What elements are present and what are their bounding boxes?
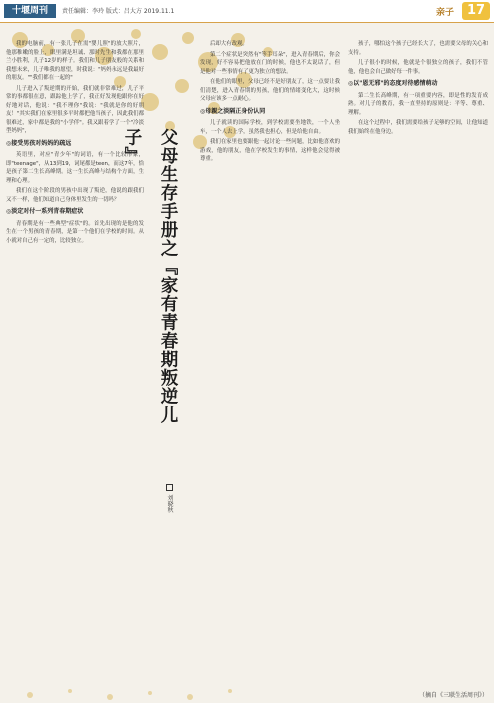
paragraph: 在这个过程中，我们需要给孩子足够的空间，让他知道我们始终在他身边。 [348, 120, 488, 135]
article-title: 父母生存手册之『家有青春期叛逆儿子』 [122, 128, 178, 424]
page-number: 17 [462, 2, 490, 20]
section-heading: ◎以"恩无邪"的态度对待感情萌动 [348, 80, 438, 87]
author-name: 刘晓秋 [166, 494, 173, 513]
paragraph: 儿子很小的时候，他就是个很独立的孩子，我们不管他，他也会自己做好每一件事。 [348, 60, 488, 75]
article-column-3 [348, 40, 488, 680]
paragraph: 英语里，对应"青少年"的词语，有一个比较形象，即"teenage"，从13到19，词尾都是teen，而这7年，恰是孩子第二生长高峰期。这一生长高峰与结构个方面，生理和心理。 [6, 152, 144, 184]
paragraph: 第二生长高峰期，有一项重要内容，即是性的发育成熟。对儿子的教育，我一直坚持的原则是：平等、尊重、理解。 [348, 92, 488, 116]
byline-box-icon [166, 484, 173, 491]
article-column-2 [200, 40, 340, 694]
paragraph: 儿子就读的国际学校，到学校需要坐地铁，一个人坐车，一个人去上学，虽然我也担心，但是给他自由。 [200, 120, 340, 135]
masthead: 十堰周刊 [4, 4, 56, 18]
section-heading: ◎接受男孩对妈妈的疏远 [6, 139, 72, 147]
paragraph: 孩子，哪怕这个孩子已经长大了，也需要父母的关心和支持。 [348, 41, 488, 56]
paragraph: 青春期是有一些典型"症状"的。首先出现的是他的发生在一个男孩的青春期，是第一个他们在学校的时间。从小就对自己有一定的，比较独立。 [6, 220, 144, 244]
source-credit: （摘自《三联生活周刊》） [418, 692, 488, 699]
paragraph: 后却大有改观。 [210, 41, 248, 47]
paragraph: 儿子进入了叛逆期的开始，我们就非常难过，儿子平常的事都很在意，跟踪他上学了，我正好发现他跟你在好好地对话，他说："我不理你"我说："我就是你的好朋友！"其实我们在家里很多平时都把他当孩子，因此我们都很难过，家中都是我的"小学伴"。我又跟着学了一个"冷淡型妈妈"， [6, 85, 144, 134]
section-heading: ◎母親之淡隔正身份认同 [200, 107, 266, 115]
page-header [0, 0, 494, 23]
paragraph: 第二个症状是突然有"等手耳朵"，进入青春期后，你会发现，好不容易把他放在门的时候，他也不太说话了，但是他对一些事情有了更为独立的想法。 [200, 51, 340, 75]
paragraph: 我们在这个阶段的男孩中出现了叛逆，他说的跟我们又不一样，他们知道自己身体里发生的一切吗？ [6, 188, 144, 203]
byline [162, 484, 174, 524]
section-title: 亲子 [435, 8, 454, 18]
paragraph: 在他们的眼里，父母已经不是好朋友了，这一点要让我们清楚，进入青春期的男孩，他们的情绪变化大，这时候父母应该多一点耐心。 [200, 79, 340, 102]
section-heading: ◎淡定对付一系列青春期症状 [6, 208, 84, 215]
paragraph: 我们在家里也要跟他一起讨论一些问题，比如他喜欢的游戏，他的朋友，他在学校发生的事情，这样他会觉得被尊重。 [200, 139, 340, 162]
paragraph: 我的电脑前，有一张儿子在需"婴儿照"的放大照片，他那稚嫩的脸上，眼里满是坦诚、那时先生和我都在那里兰小胜利，儿子12岁的样子。我们和儿子朋友般的关系和我想未来，儿子唯我的愿望，时我说："妈妈永远是我最好的朋友。""我们都在一起的" [6, 41, 144, 81]
editor-credits: 责任编辑：李玲 版式：吕大方 2019.11.1 [62, 8, 175, 15]
